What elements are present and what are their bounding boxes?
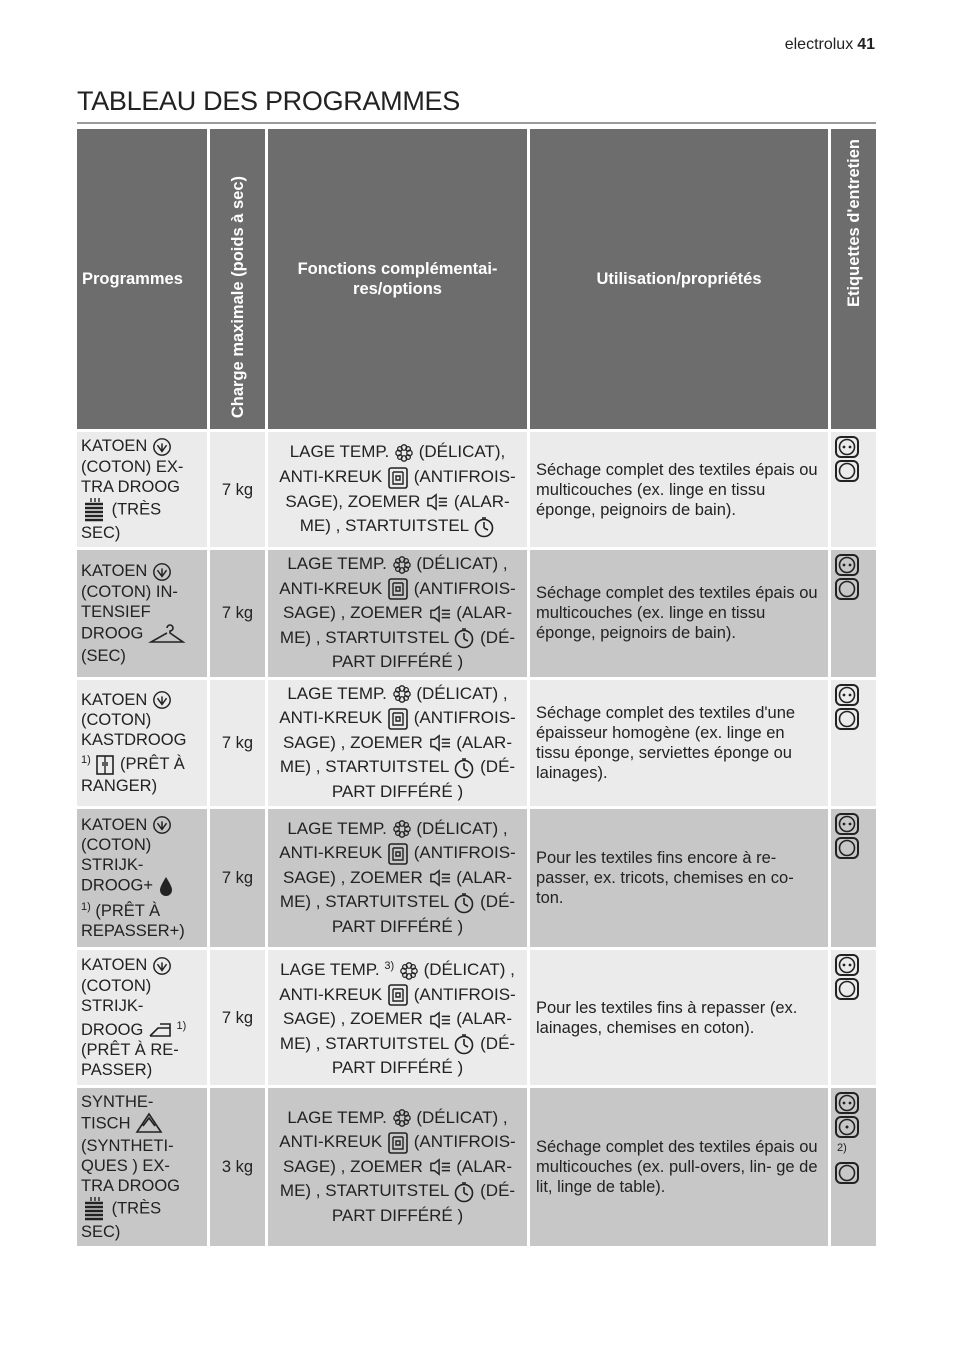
page-number: 41 — [857, 36, 875, 53]
delicate-icon — [392, 1108, 412, 1128]
timer-icon — [453, 1033, 475, 1055]
table-header-row — [77, 129, 876, 432]
col-header-charge: Charge maximale (poids à sec) — [210, 129, 268, 432]
page-title: TABLEAU DES PROGRAMMES — [77, 86, 460, 116]
tumble-dry-high-icon — [835, 813, 859, 835]
usage-cell: Séchage complet des textiles épais ou multicouches (ex. linge en tissu éponge, peignoirs de bain). — [530, 432, 831, 550]
title-rule — [77, 122, 876, 124]
tumble-dry-high-icon — [835, 1092, 859, 1114]
table-row — [77, 809, 876, 950]
functions-cell: LAGE TEMP. (DÉLICAT) , ANTI-KREUK (ANTIFROIS- SAGE) , ZOEMER (ALAR- ME) , STARTUITSTEL (DÉ- PART DIFFÉRÉ ) — [268, 809, 530, 950]
page-header — [785, 36, 875, 54]
anti-crease-icon — [387, 466, 409, 490]
care-labels-cell — [831, 1088, 876, 1249]
programmes-table — [77, 129, 876, 1249]
program-cell: KATOEN (COTON) STRIJK- DROOG+ $^{1)}$ (PRÊT À REPASSER+) — [77, 809, 210, 950]
iron-icon — [148, 1020, 172, 1040]
timer-icon — [473, 516, 495, 538]
timer-icon — [453, 757, 475, 779]
tumble-dry-icon — [835, 460, 859, 482]
usage-cell: Séchage complet des textiles épais ou multicouches (ex. pull-overs, lin- ge de lit, linge de table). — [530, 1088, 831, 1249]
usage-cell: Séchage complet des textiles épais ou multicouches (ex. linge en tissu éponge, peignoirs de bain). — [530, 550, 831, 680]
cotton-icon — [152, 437, 172, 457]
anti-crease-icon — [387, 983, 409, 1007]
care-footnote: 2) — [837, 1142, 847, 1155]
tumble-dry-high-icon — [835, 436, 859, 458]
load-cell: 7 kg — [210, 680, 268, 810]
extra-dry-icon — [81, 1196, 107, 1222]
anti-crease-icon — [387, 1131, 409, 1155]
tumble-dry-low-icon — [835, 1116, 859, 1138]
load-cell: 7 kg — [210, 432, 268, 550]
extra-dry-icon — [81, 497, 107, 523]
buzzer-icon — [425, 492, 449, 512]
usage-cell: Séchage complet des textiles d'une épaisseur homogène (ex. linge en tissu éponge, serviettes éponge ou lainages). — [530, 680, 831, 810]
care-labels-cell — [831, 550, 876, 680]
table-row — [77, 680, 876, 810]
buzzer-icon — [428, 1157, 452, 1177]
care-labels-cell — [831, 809, 876, 950]
functions-cell: LAGE TEMP. (DÉLICAT) , ANTI-KREUK (ANTIFROIS- SAGE) , ZOEMER (ALAR- ME) , STARTUITSTEL (DÉ- PART DIFFÉRÉ ) — [268, 680, 530, 810]
functions-cell: LAGE TEMP. (DÉLICAT), ANTI-KREUK (ANTIFROIS- SAGE), ZOEMER (ALAR- ME) , STARTUITSTEL — [268, 432, 530, 550]
functions-cell: LAGE TEMP. (DÉLICAT) , ANTI-KREUK (ANTIFROIS- SAGE) , ZOEMER (ALAR- ME) , STARTUITSTEL (DÉ- PART DIFFÉRÉ ) — [268, 550, 530, 680]
tumble-dry-icon — [835, 578, 859, 600]
cotton-icon — [152, 562, 172, 582]
load-cell: 3 kg — [210, 1088, 268, 1249]
program-cell: KATOEN (COTON) KASTDROOG $^{1)}$ (PRÊT À RANGER) — [77, 680, 210, 810]
load-cell: 7 kg — [210, 950, 268, 1088]
tumble-dry-icon — [835, 978, 859, 1000]
tumble-dry-icon — [835, 837, 859, 859]
functions-cell: LAGE TEMP. (DÉLICAT) , ANTI-KREUK (ANTIFROIS- SAGE) , ZOEMER (ALAR- ME) , STARTUITSTEL (DÉ- PART DIFFÉRÉ ) — [268, 1088, 530, 1249]
col-header-utilisation: Utilisation/propriétés — [530, 129, 831, 432]
anti-crease-icon — [387, 842, 409, 866]
buzzer-icon — [428, 733, 452, 753]
delicate-icon — [394, 443, 414, 463]
timer-icon — [453, 892, 475, 914]
anti-crease-icon — [387, 707, 409, 731]
col-header-fonctions: Fonctions complémentai- res/options — [268, 129, 530, 432]
buzzer-icon — [428, 604, 452, 624]
program-cell: KATOEN (COTON) EX- TRA DROOG (TRÈS SEC) — [77, 432, 210, 550]
usage-cell: Pour les textiles fins encore à re- passer, ex. tricots, chemises en co- ton. — [530, 809, 831, 950]
buzzer-icon — [428, 868, 452, 888]
timer-icon — [453, 627, 475, 649]
buzzer-icon — [428, 1010, 452, 1030]
table-row — [77, 950, 876, 1088]
col-header-programmes: Programmes — [77, 129, 210, 432]
col-header-etiquettes: Etiquettes d'entretien — [831, 129, 876, 432]
delicate-icon — [392, 819, 412, 839]
load-cell: 7 kg — [210, 809, 268, 950]
tumble-dry-high-icon — [835, 954, 859, 976]
hanger-icon — [148, 622, 186, 646]
table-row — [77, 550, 876, 680]
tumble-dry-high-icon — [835, 684, 859, 706]
cotton-icon — [152, 815, 172, 835]
brand-name: electrolux — [784, 36, 854, 53]
delicate-icon — [399, 961, 419, 981]
drop-icon — [158, 875, 174, 897]
tumble-dry-high-icon — [835, 554, 859, 576]
table-row — [77, 1088, 876, 1249]
delicate-icon — [392, 555, 412, 575]
cotton-icon — [152, 690, 172, 710]
table-row — [77, 432, 876, 550]
program-cell: KATOEN (COTON) IN- TENSIEF DROOG (SEC) — [77, 550, 210, 680]
load-cell: 7 kg — [210, 550, 268, 680]
cotton-icon — [152, 956, 172, 976]
functions-cell: LAGE TEMP. $^{3)}$ (DÉLICAT) , ANTI-KREUK (ANTIFROIS- SAGE) , ZOEMER (ALAR- ME) , STARTUITSTEL (DÉ- PART DIFFÉRÉ ) — [268, 950, 530, 1088]
usage-cell: Pour les textiles fins à repasser (ex. lainages, chemises en coton). — [530, 950, 831, 1088]
delicate-icon — [392, 684, 412, 704]
synthetic-icon — [135, 1112, 163, 1136]
anti-crease-icon — [387, 577, 409, 601]
program-cell: KATOEN (COTON) STRIJK- DROOG $^{1)}$ (PRÊT À RE- PASSER) — [77, 950, 210, 1088]
tumble-dry-icon — [835, 1162, 859, 1184]
care-labels-cell — [831, 680, 876, 810]
care-labels-cell — [831, 432, 876, 550]
cupboard-icon — [95, 754, 115, 776]
program-cell: SYNTHE- TISCH (SYNTHETI- QUES ) EX- TRA DROOG (TRÈS SEC) — [77, 1088, 210, 1249]
timer-icon — [453, 1181, 475, 1203]
tumble-dry-icon — [835, 708, 859, 730]
care-labels-cell — [831, 950, 876, 1088]
